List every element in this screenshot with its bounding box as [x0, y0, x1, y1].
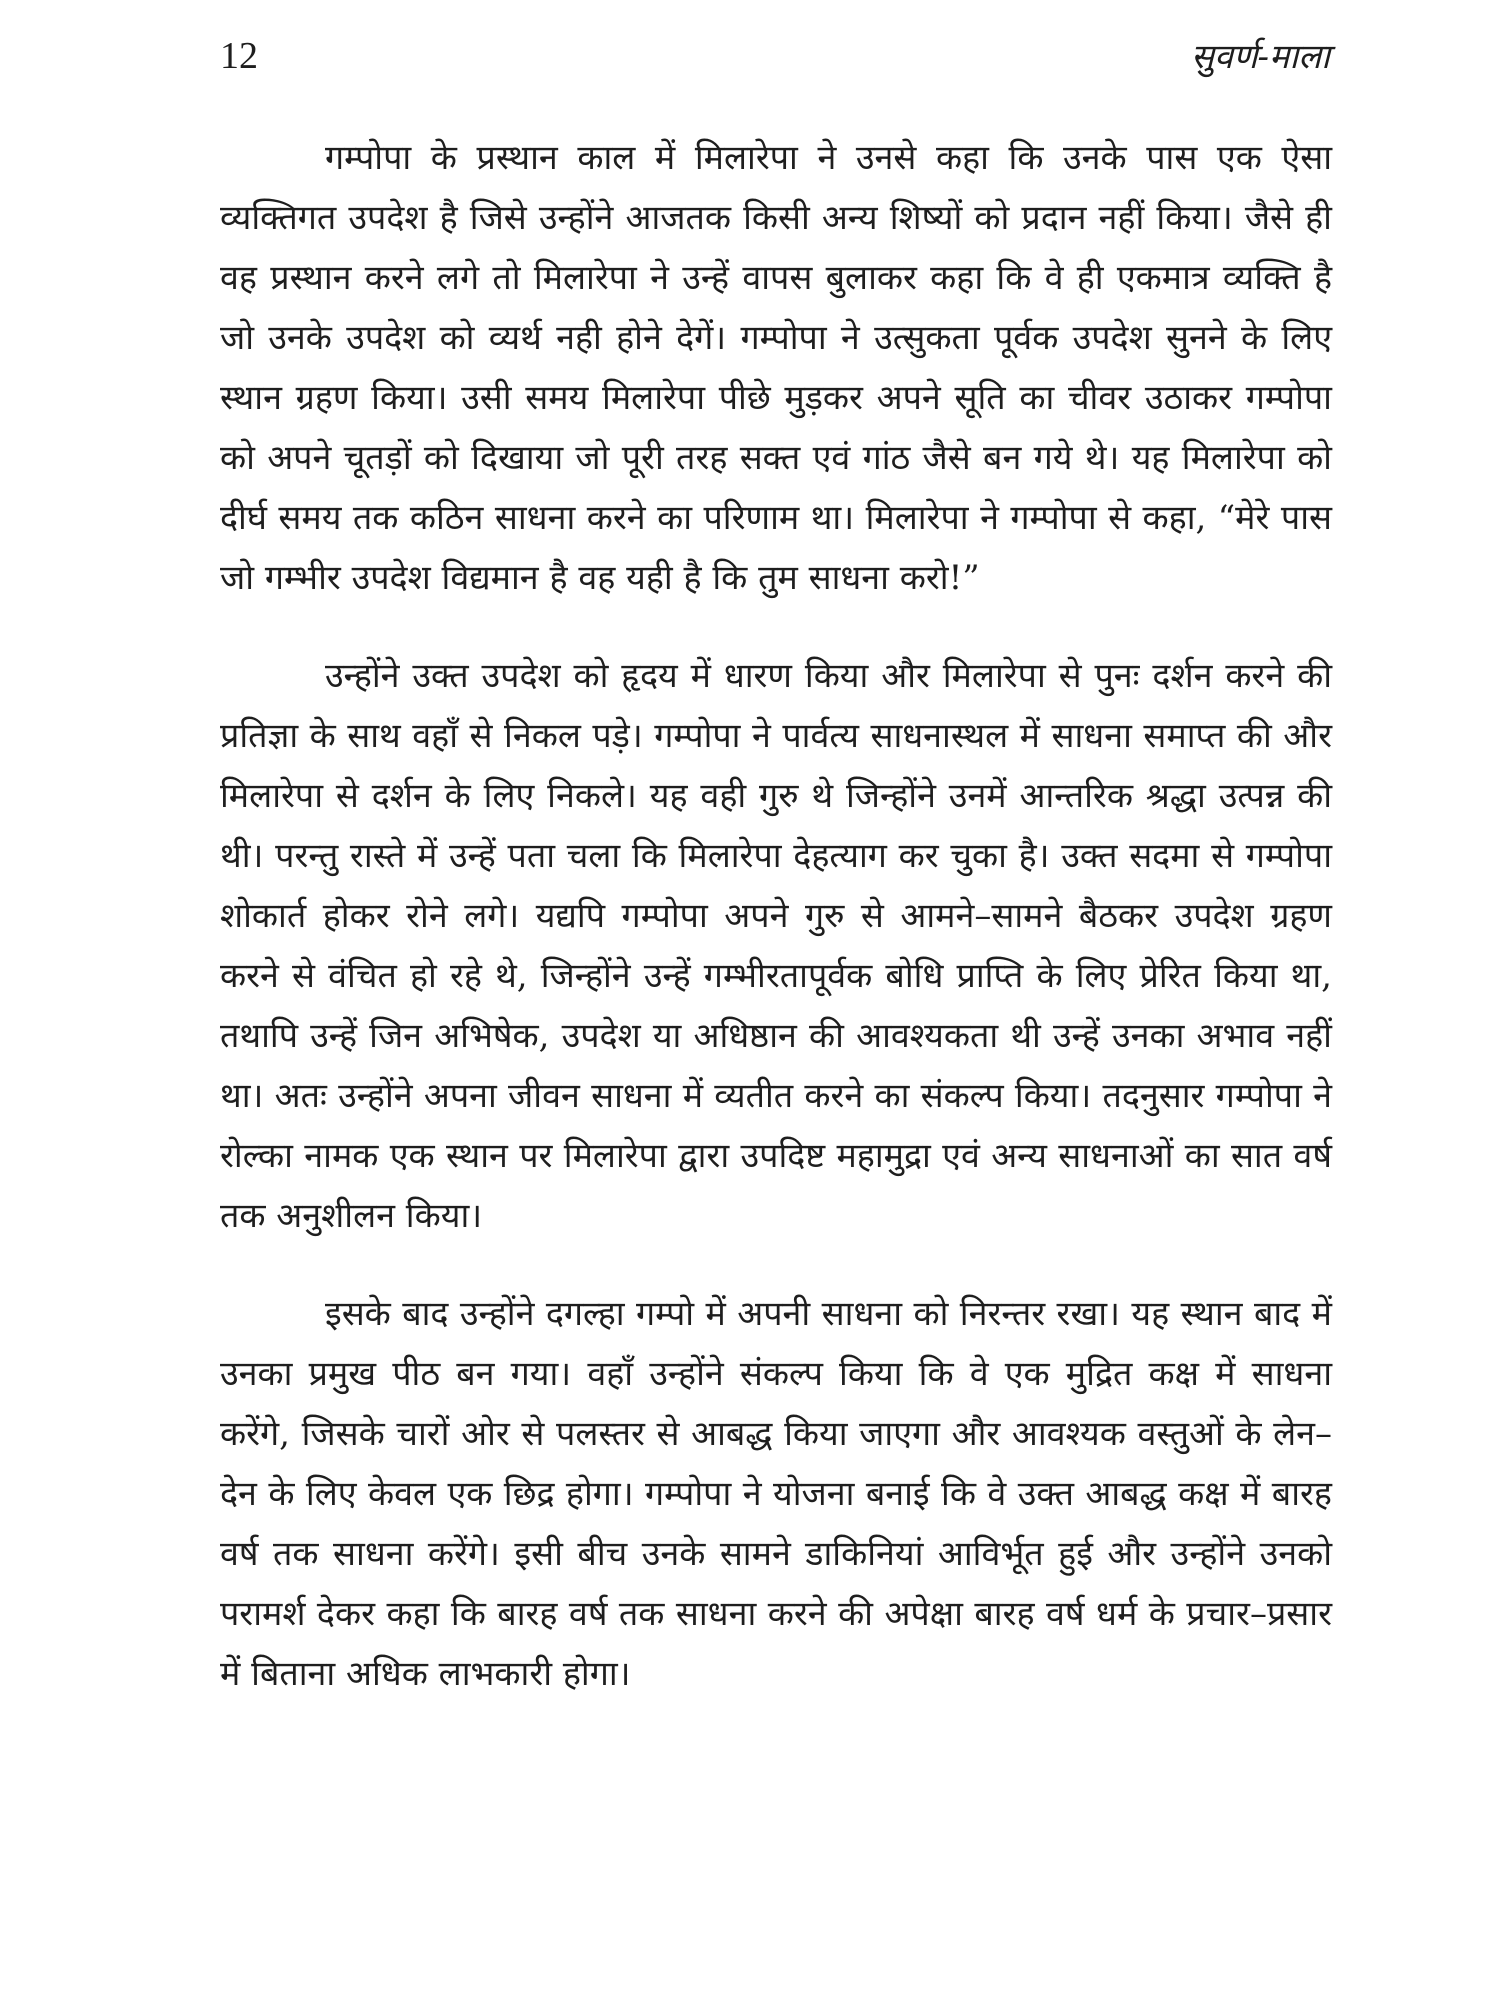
paragraph-1: गम्पोपा के प्रस्थान काल में मिलारेपा ने उनसे कहा कि उनके पास एक ऐसा व्यक्तिगत उपदेश है जिसे उन्होंने आजतक किसी अन्य शिष्यों को प्रदान नहीं किया। जैसे ही वह प्रस्थान करने लगे तो मिलारेपा ने उन्हें वापस बुलाकर कहा कि वे ही एकमात्र व्यक्ति है जो उनके उपदेश को व्यर्थ नही होने देगें। गम्पोपा ने उत्सुकता पूर्वक उपदेश सुनने के लिए स्थान ग्रहण किया। उसी समय मिलारेपा पीछे मुड़कर अपने सूति का चीवर उठाकर गम्पोपा को अपने चूतड़ों को दिखाया जो पूरी तरह सक्त एवं गांठ जैसे बन गये थे। यह मिलारेपा को दीर्घ समय तक कठिन साधना करने का परिणाम था। मिलारेपा ने गम्पोपा से कहा, “मेरे पास जो गम्भीर उपदेश विद्यमान है वह यही है कि तुम साधना करो!” — [220, 138, 1332, 598]
page-header — [220, 28, 1330, 88]
page-number: 12 — [220, 35, 258, 77]
paragraph-3: इसके बाद उन्होंने दगल्हा गम्पो में अपनी साधना को निरन्तर रखा। यह स्थान बाद में उनका प्रमुख पीठ बन गया। वहाँ उन्होंने संकल्प किया कि वे एक मुद्रित कक्ष में साधना करेंगे, जिसके चारों ओर से पलस्तर से आबद्ध किया जाएगा और आवश्यक वस्तुओं के लेन–देन के लिए केवल एक छिद्र होगा। गम्पोपा ने योजना बनाई कि वे उक्त आबद्ध कक्ष में बारह वर्ष तक साधना करेंगे। इसी बीच उनके सामने डाकिनियां आविर्भूत हुई और उन्होंने उनको परामर्श देकर कहा कि बारह वर्ष तक साधना करने की अपेक्षा बारह वर्ष धर्म के प्रचार–प्रसार में बिताना अधिक लाभकारी होगा। — [220, 1294, 1332, 1694]
paragraph-2: उन्होंने उक्त उपदेश को हृदय में धारण किया और मिलारेपा से पुनः दर्शन करने की प्रतिज्ञा के साथ वहाँ से निकल पड़े। गम्पोपा ने पार्वत्य साधनास्थल में साधना समाप्त की और मिलारेपा से दर्शन के लिए निकले। यह वही गुरु थे जिन्होंने उनमें आन्तरिक श्रद्धा उत्पन्न की थी। परन्तु रास्ते में उन्हें पता चला कि मिलारेपा देहत्याग कर चुका है। उक्त सदमा से गम्पोपा शोकार्त होकर रोने लगे। यद्यपि गम्पोपा अपने गुरु से आमने–सामने बैठकर उपदेश ग्रहण करने से वंचित हो रहे थे, जिन्होंने उन्हें गम्भीरतापूर्वक बोधि प्राप्ति के लिए प्रेरित किया था, तथापि उन्हें जिन अभिषेक, उपदेश या अधिष्ठान की आवश्यकता थी उन्हें उनका अभाव नहीं था। अतः उन्होंने अपना जीवन साधना में व्यतीत करने का संकल्प किया। तदनुसार गम्पोपा ने रोल्का नामक एक स्थान पर मिलारेपा द्वारा उपदिष्ट महामुद्रा एवं अन्य साधनाओं का सात वर्ष तक अनुशीलन किया। — [220, 656, 1332, 1236]
body-text — [220, 128, 1332, 1704]
running-title: सुवर्ण-माला — [1191, 37, 1330, 77]
